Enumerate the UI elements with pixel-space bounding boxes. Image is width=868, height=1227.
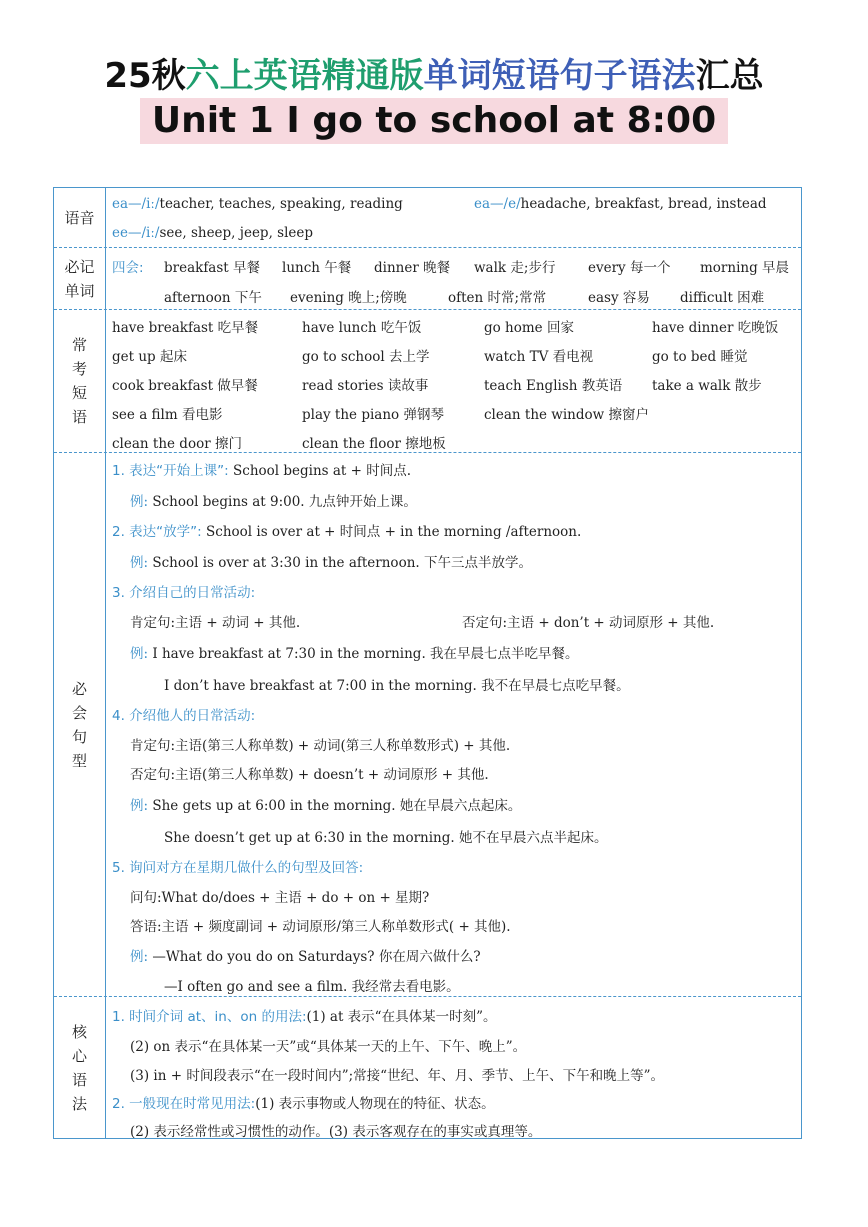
eg-label: 例: [130,949,149,965]
s5-example-1-text: —What do you do on Saturdays? 你在周六做什么? [152,949,481,965]
s1-line [112,459,411,479]
phonics-line-1a [112,196,403,212]
g2-heading: 2. 一般现在时常见用法: [112,1096,256,1112]
phrase-item: go to school 去上学 [302,349,430,365]
grammar-row [54,996,801,1138]
s5-example-1 [130,945,481,965]
label-char: 型 [71,751,87,770]
sentences-label [54,453,106,996]
phrase-item: have breakfast 吃早餐 [112,320,259,336]
vocab-word: often 时常;常常 [448,290,547,306]
phrases-row [54,309,801,452]
s4-positive: 肯定句:主语(第三人称单数) + 动词(第三人称单数形式) + 其他. [130,738,511,754]
vocab-word: evening 晚上;傍晚 [290,290,407,306]
phrase-item: play the piano 弹钢琴 [302,407,444,423]
phonics-content [112,188,795,247]
s2-heading: 2. 表达“放学”: [112,524,202,540]
s2-line [112,520,581,540]
phrases-label [54,310,106,452]
g1-a: (1) at 表示“在具体某一时刻”。 [306,1009,497,1025]
s1-example-text: School begins at 9:00. 九点钟开始上课。 [152,494,417,510]
phonics-label: 语音 [54,188,106,247]
s5-example-2: —I often go and see a film. 我经常去看电影。 [164,979,460,995]
phrase-item: watch TV 看电视 [484,349,594,365]
title-part-1: 25秋 [104,56,186,96]
label-char: 法 [71,1094,87,1113]
vocab-word: easy 容易 [588,290,650,306]
label-char: 必 [71,679,87,698]
phrase-item: see a film 看电影 [112,407,223,423]
grammar-content [112,997,795,1138]
vocab-word: lunch 午餐 [282,260,352,276]
vocab-label: 必记单词 [54,248,106,309]
label-char: 会 [71,703,87,722]
s5-question: 问句:What do/does + 主语 + do + on + 星期? [130,890,430,906]
phonics-key-ea-i: ea—/iː/ [112,196,160,212]
vocab-word: morning 早晨 [700,260,790,276]
subtitle-wrap [0,98,868,144]
label-char: 句 [71,727,87,746]
title-part-2: 六上英语精通版 [185,56,424,96]
s1-heading: 1. 表达“开始上课”: [112,463,229,479]
g2-a: (1) 表示事物或人物现在的特征、状态。 [255,1096,495,1112]
phrase-item: clean the floor 擦地板 [302,436,446,452]
label-char: 常 [71,336,87,354]
g1-c: (3) in + 时间段表示“在一段时间内”;常接“世纪、年、月、季节、上午、下午和晚上等”。 [130,1068,664,1084]
phrases-content [112,310,795,452]
s4-example-1 [130,794,521,814]
vocab-word: every 每一个 [588,260,671,276]
phonics-words-ea-e: headache, breakfast, bread, instead [520,196,767,212]
g2-b: (2) 表示经常性或习惯性的动作。(3) 表示客观存在的事实或真理等。 [130,1124,542,1140]
sentences-row [54,452,801,996]
phonics-key-ea-e: ea—/e/ [474,196,521,212]
label-char: 心 [71,1046,87,1065]
phonics-line-2 [112,225,313,241]
label-char: 语 [71,1070,87,1089]
eg-label: 例: [130,646,149,662]
page-title [0,48,868,97]
phrase-item: take a walk 散步 [652,378,762,394]
phrase-item: cook breakfast 做早餐 [112,378,258,394]
g1-b: (2) on 表示“在具体某一天”或“具体某一天的上午、下午、晚上”。 [130,1039,527,1055]
phonics-words-ee-i: see, sheep, jeep, sleep [159,225,314,241]
s4-example-1-text: She gets up at 6:00 in the morning. 她在早晨六点起床。 [152,798,522,814]
s5-answer: 答语:主语 + 频度副词 + 动词原形/第三人称单数形式( + 其他). [130,919,511,935]
s2-rule: School is over at + 时间点 + in the morning /afternoon. [206,524,582,540]
phrase-item: clean the door 擦门 [112,436,242,452]
phrase-item: have dinner 吃晚饭 [652,320,779,336]
grammar-label [54,997,106,1138]
phrase-item: get up 起床 [112,349,187,365]
phrase-item: clean the window 擦窗户 [484,407,649,423]
unit-subtitle: Unit 1 I go to school at 8:00 [140,98,728,144]
s3-example-1 [130,642,579,662]
label-char: 核 [71,1022,87,1041]
sentences-content [112,453,795,996]
s2-example [130,551,532,571]
s1-example [130,490,417,510]
g2-line [112,1092,495,1112]
phrase-item: go home 回家 [484,320,574,336]
g1-line [112,1005,496,1025]
vocab-word: difficult 困难 [680,290,765,306]
phonics-key-ee-i: ee—/iː/ [112,225,160,241]
phrase-item: go to bed 睡觉 [652,349,748,365]
vocab-content [112,248,795,309]
label-char: 考 [71,360,87,378]
s3-example-1-text: I have breakfast at 7:30 in the morning. 我在早晨七点半吃早餐。 [152,646,579,662]
s3-negative: 否定句:主语 + don’t + 动词原形 + 其他. [462,615,715,631]
s4-example-2: She doesn’t get up at 6:30 in the morning. 她不在早晨六点半起床。 [164,830,608,846]
s5-heading: 5. 询问对方在星期几做什么的句型及回答: [112,860,364,876]
summary-table [53,187,802,1139]
vocab-word: afternoon 下午 [164,290,262,306]
phrase-item: teach English 教英语 [484,378,623,394]
s4-negative: 否定句:主语(第三人称单数) + doesn’t + 动词原形 + 其他. [130,767,489,783]
eg-label: 例: [130,798,149,814]
s3-example-2: I don’t have breakfast at 7:00 in the morning. 我不在早晨七点吃早餐。 [164,678,630,694]
phonics-row [54,188,801,247]
s3-heading: 3. 介绍自己的日常活动: [112,585,256,601]
phrase-item: have lunch 吃午饭 [302,320,422,336]
s2-example-text: School is over at 3:30 in the afternoon. 下午三点半放学。 [152,555,532,571]
s4-heading: 4. 介绍他人的日常活动: [112,708,256,724]
vocab-row [54,247,801,309]
g1-heading: 1. 时间介词 at、in、on 的用法: [112,1009,307,1025]
phrase-item: read stories 读故事 [302,378,429,394]
title-part-4: 汇总 [695,56,764,96]
title-part-3: 单词短语句子语法 [423,56,696,96]
vocab-word: breakfast 早餐 [164,260,261,276]
phonics-words-ea-i: teacher, teaches, speaking, reading [159,196,403,212]
s3-positive: 肯定句:主语 + 动词 + 其他. [130,615,301,631]
label-char: 语 [71,408,87,426]
vocab-word: walk 走;步行 [474,260,556,276]
eg-label: 例: [130,555,149,571]
vocab-prefix: 四会: [112,260,144,276]
eg-label: 例: [130,494,149,510]
label-char: 短 [71,384,87,402]
vocab-word: dinner 晚餐 [374,260,451,276]
phonics-line-1b [474,196,767,212]
s1-rule: School begins at + 时间点. [233,463,412,479]
